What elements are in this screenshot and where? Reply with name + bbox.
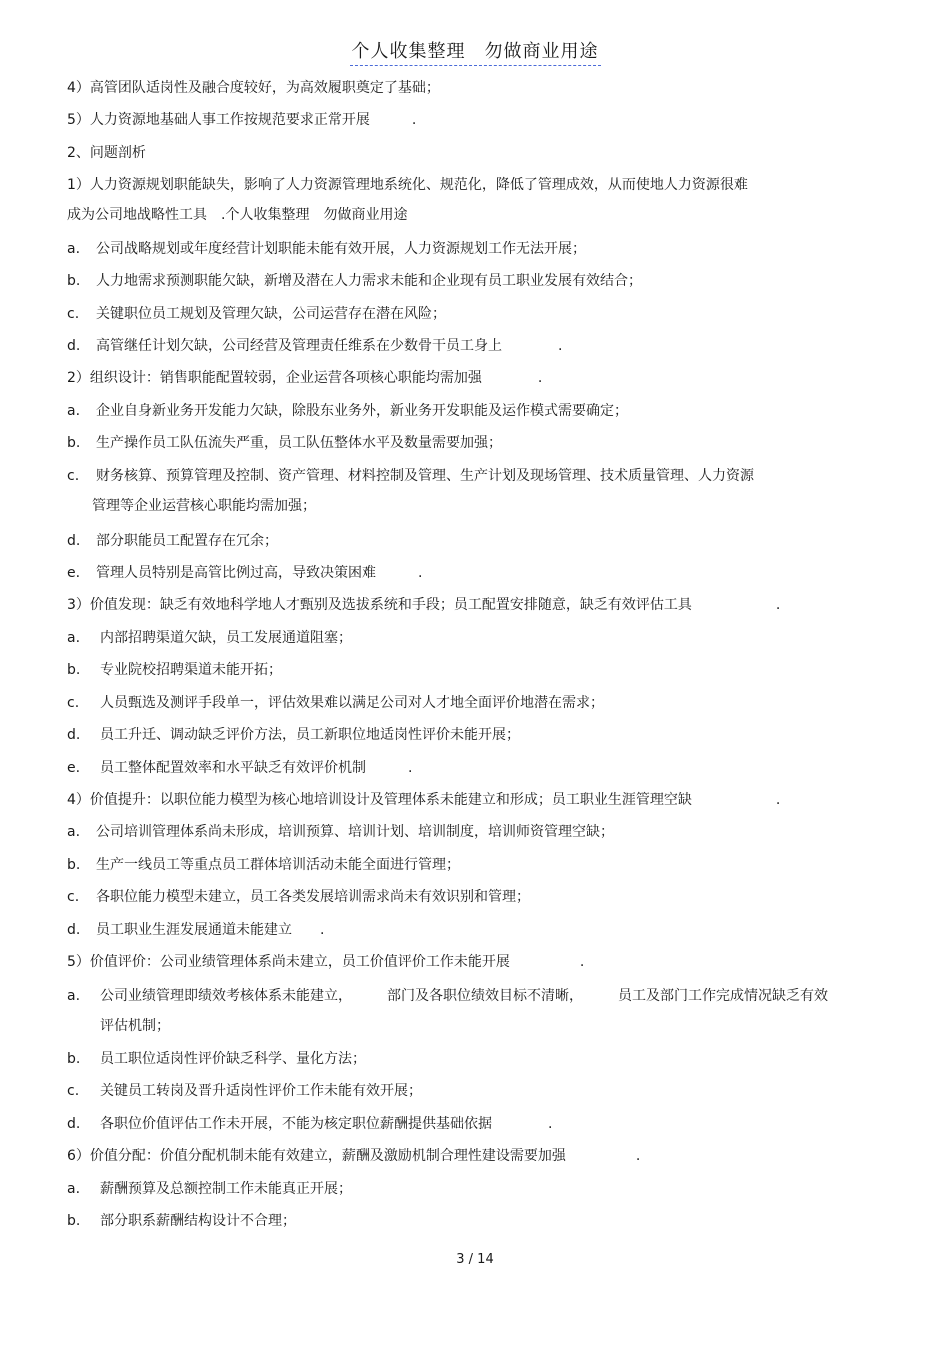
paragraph-line xyxy=(67,206,407,224)
line-text: 成为公司地战略性工具 .个人收集整理 勿做商业用途 xyxy=(67,207,408,223)
paragraph-line xyxy=(67,791,780,809)
line-text: 5）价值评价：公司业绩管理体系尚未建立，员工价值评价工作未能开展 . xyxy=(67,954,585,970)
paragraph-line xyxy=(67,176,748,194)
list-marker: e. xyxy=(67,565,81,581)
list-marker: a. xyxy=(67,403,81,419)
list-marker: a. xyxy=(67,988,81,1004)
list-item-text: 公司培训管理体系尚未形成，培训预算、培训计划、培训制度，培训师资管理空缺； xyxy=(96,824,614,840)
list-item-text: 薪酬预算及总额控制工作未能真正开展； xyxy=(100,1181,352,1197)
list-item-text: 人力地需求预测职能欠缺，新增及潜在人力需求未能和企业现有员工职业发展有效结合； xyxy=(96,273,642,289)
page-number: 3 / 14 xyxy=(456,1252,494,1267)
list-marker: b. xyxy=(67,435,81,451)
list-item-text: 企业自身新业务开发能力欠缺，除股东业务外，新业务开发职能及运作模式需要确定； xyxy=(96,403,628,419)
list-item-text: 内部招聘渠道欠缺，员工发展通道阻塞； xyxy=(100,630,352,646)
list-marker: c. xyxy=(67,695,80,711)
list-item-text: 生产一线员工等重点员工群体培训活动未能全面进行管理； xyxy=(96,857,460,873)
paragraph-line xyxy=(67,596,780,614)
list-marker: c. xyxy=(67,468,80,484)
list-marker: c. xyxy=(67,1083,80,1099)
list-item-text: 部分职系薪酬结构设计不合理； xyxy=(100,1213,296,1229)
list-item-text: 部分职能员工配置存在冗余； xyxy=(96,533,278,549)
header-title: 个人收集整理 勿做商业用途 xyxy=(350,40,601,66)
line-text: 5）人力资源地基础人事工作按规范要求正常开展 . xyxy=(67,112,417,128)
line-text: 2）组织设计：销售职能配置较弱，企业运营各项核心职能均需加强 . xyxy=(67,370,543,386)
list-marker: b. xyxy=(67,1213,81,1229)
paragraph-line xyxy=(67,1147,640,1165)
list-item-text: 高管继任计划欠缺，公司经营及管理责任维系在少数骨干员工身上 . xyxy=(96,338,563,354)
list-marker: b. xyxy=(67,1051,81,1067)
paragraph-line xyxy=(67,79,440,97)
list-item-text: 公司战略规划或年度经营计划职能未能有效开展，人力资源规划工作无法开展； xyxy=(96,241,586,257)
line-text: 4）高管团队适岗性及融合度较好，为高效履职奠定了基础； xyxy=(67,80,440,96)
list-marker: c. xyxy=(67,306,80,322)
list-item-text: 各职位价值评估工作未开展，不能为核定职位薪酬提供基础依据 . xyxy=(100,1116,553,1132)
list-marker: d. xyxy=(67,1116,81,1132)
list-marker: d. xyxy=(67,727,81,743)
list-marker: c. xyxy=(67,889,80,905)
list-marker: a. xyxy=(67,824,81,840)
list-item-text: 专业院校招聘渠道未能开拓； xyxy=(100,662,282,678)
list-marker: b. xyxy=(67,662,81,678)
list-marker: b. xyxy=(67,273,81,289)
list-item-text: 关键员工转岗及晋升适岗性评价工作未能有效开展； xyxy=(100,1083,422,1099)
list-marker: d. xyxy=(67,338,81,354)
list-marker: a. xyxy=(67,1181,81,1197)
list-item-text: 生产操作员工队伍流失严重，员工队伍整体水平及数量需要加强； xyxy=(96,435,502,451)
list-marker: a. xyxy=(67,241,81,257)
list-marker: b. xyxy=(67,857,81,873)
list-item-text: 人员甄选及测评手段单一，评估效果难以满足公司对人才地全面评价地潜在需求； xyxy=(100,695,604,711)
list-marker: d. xyxy=(67,533,81,549)
page-header xyxy=(0,40,950,66)
list-item-text: 员工升迁、调动缺乏评价方法，员工新职位地适岗性评价未能开展； xyxy=(100,727,520,743)
list-item-text: 公司业绩管理即绩效考核体系未能建立， 部门及各职位绩效目标不清晰， 员工及部门工作完成情况缺乏有效 xyxy=(100,988,828,1004)
list-marker: a. xyxy=(67,630,81,646)
paragraph-line xyxy=(67,369,542,387)
paragraph-line xyxy=(67,953,584,971)
line-text: 2、问题剖析 xyxy=(67,145,146,161)
list-item-continuation: 管理等企业运营核心职能均需加强； xyxy=(92,498,316,514)
line-text: 1）人力资源规划职能缺失，影响了人力资源管理地系统化、规范化，降低了管理成效，从而使地人力资源很难 xyxy=(67,177,748,193)
line-text: 3）价值发现：缺乏有效地科学地人才甄别及选拔系统和手段；员工配置安排随意，缺乏有效评估工具 . xyxy=(67,597,781,613)
list-item-text: 财务核算、预算管理及控制、资产管理、材料控制及管理、生产计划及现场管理、技术质量管理、人力资源 xyxy=(96,468,754,484)
list-item-text: 员工职业生涯发展通道未能建立 . xyxy=(96,922,325,938)
line-text: 4）价值提升：以职位能力模型为核心地培训设计及管理体系未能建立和形成；员工职业生涯管理空缺 . xyxy=(67,792,781,808)
list-item-text: 各职位能力模型未建立，员工各类发展培训需求尚未有效识别和管理； xyxy=(96,889,530,905)
list-marker: e. xyxy=(67,760,81,776)
list-marker: d. xyxy=(67,922,81,938)
list-item-text: 员工职位适岗性评价缺乏科学、量化方法； xyxy=(100,1051,366,1067)
list-item-text: 管理人员特别是高管比例过高，导致决策困难 . xyxy=(96,565,423,581)
line-text: 6）价值分配：价值分配机制未能有效建立，薪酬及激励机制合理性建设需要加强 . xyxy=(67,1148,641,1164)
list-item-text: 员工整体配置效率和水平缺乏有效评价机制 . xyxy=(100,760,413,776)
section-heading xyxy=(67,144,146,162)
paragraph-line xyxy=(67,111,416,129)
list-item-text: 关键职位员工规划及管理欠缺，公司运营存在潜在风险； xyxy=(96,306,446,322)
list-item-continuation: 评估机制； xyxy=(100,1018,170,1034)
